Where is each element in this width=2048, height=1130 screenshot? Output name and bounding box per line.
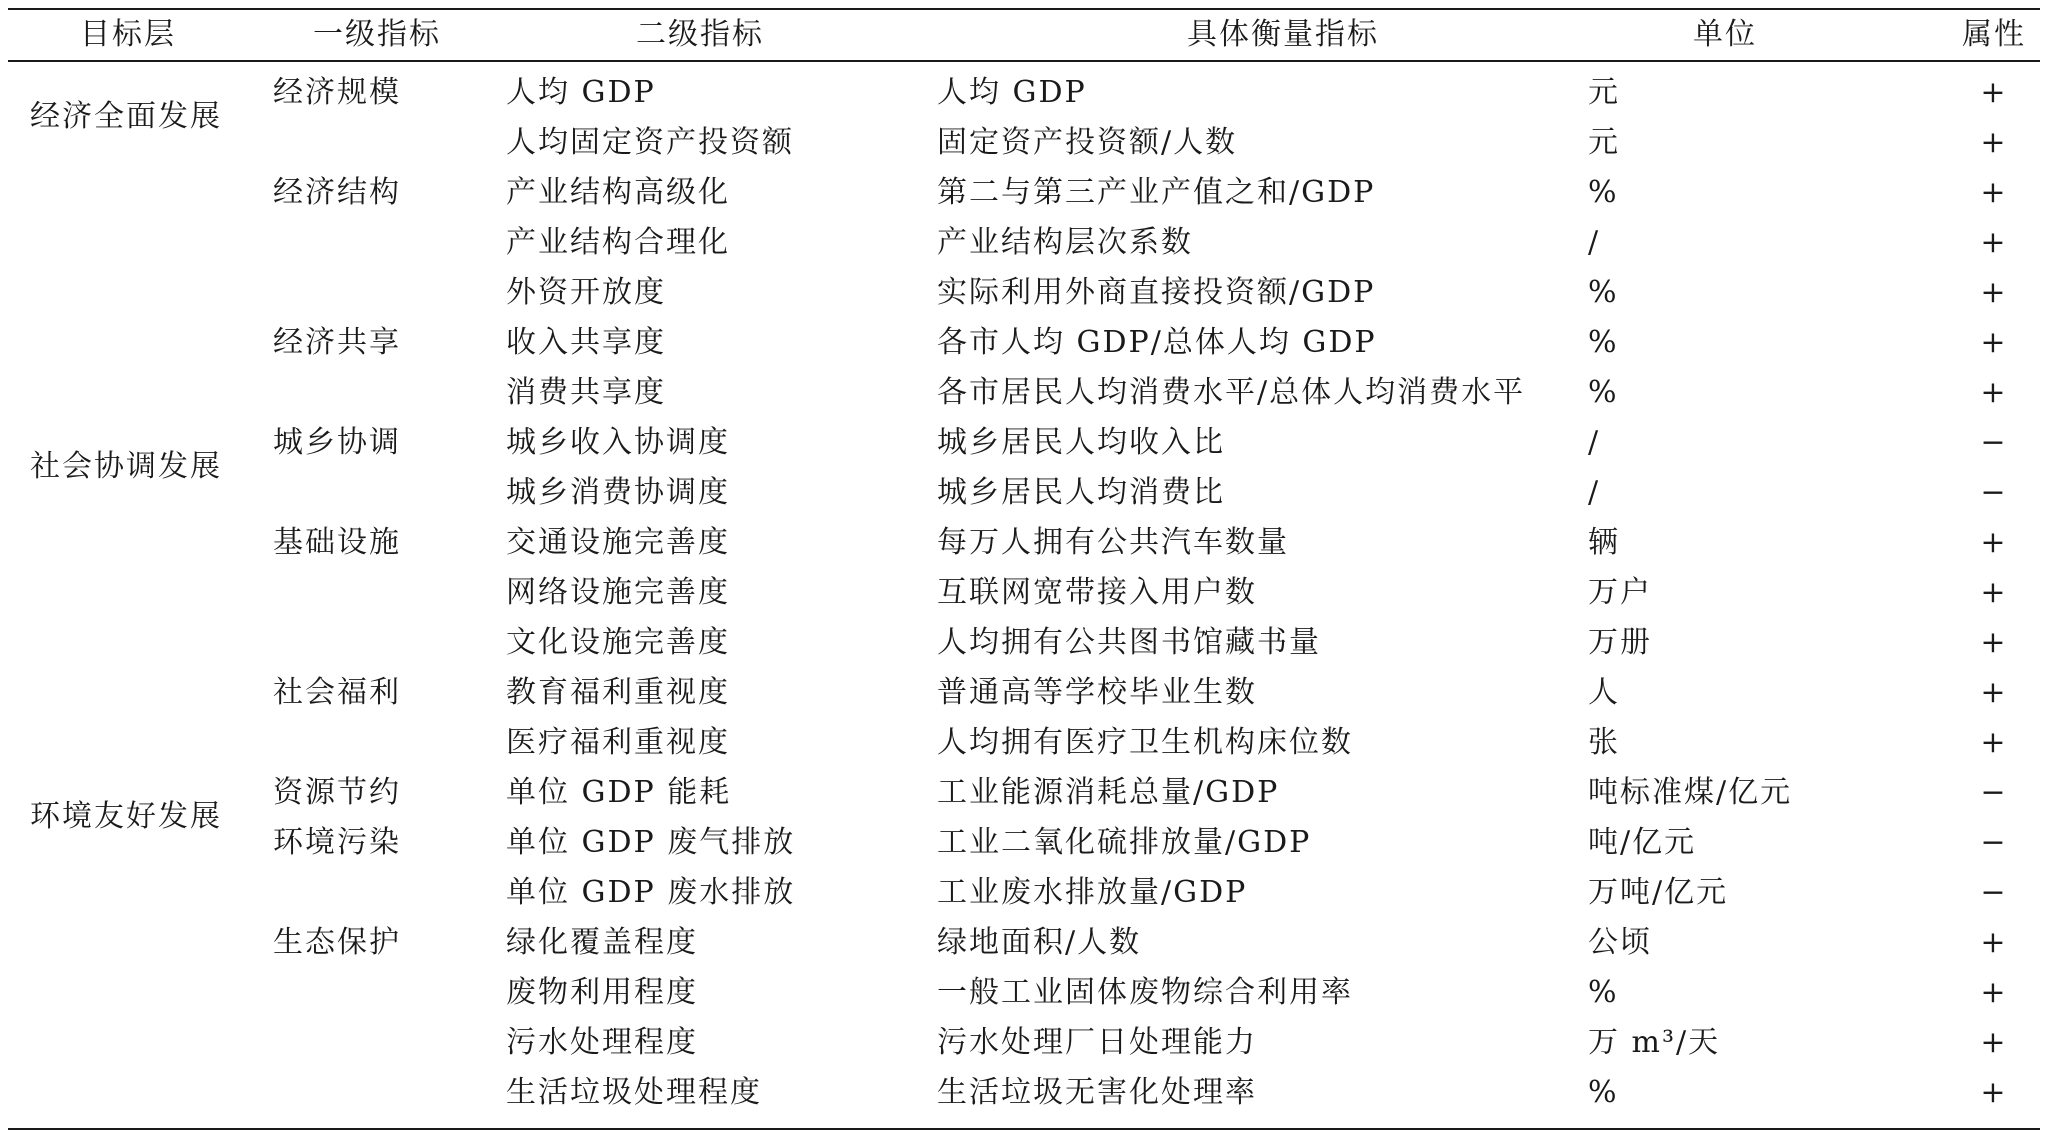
cell-attr: − xyxy=(1980,874,2008,910)
cell-measure: 工业二氧化硫排放量/GDP xyxy=(937,824,1312,860)
cell-measure: 城乡居民人均收入比 xyxy=(937,424,1225,460)
cell-level1: 生态保护 xyxy=(273,924,401,960)
cell-attr: + xyxy=(1980,174,2008,210)
cell-level2: 产业结构合理化 xyxy=(506,224,730,260)
table-row xyxy=(8,568,2040,618)
table-row xyxy=(8,268,2040,318)
header-level1: 一级指标 xyxy=(313,17,441,52)
cell-unit: 辆 xyxy=(1588,524,1620,560)
table-row xyxy=(8,1018,2040,1068)
table-header-row xyxy=(8,10,2040,60)
cell-unit: 元 xyxy=(1588,74,1620,110)
cell-unit: / xyxy=(1588,224,1601,260)
table-row xyxy=(8,318,2040,368)
cell-measure: 生活垃圾无害化处理率 xyxy=(937,1074,1257,1110)
cell-level2: 城乡消费协调度 xyxy=(506,474,730,510)
cell-unit: 吨标准煤/亿元 xyxy=(1588,774,1793,810)
cell-attr: + xyxy=(1980,274,2008,310)
cell-unit: 万册 xyxy=(1588,624,1652,660)
cell-level2: 单位 GDP 能耗 xyxy=(506,774,732,810)
cell-attr: + xyxy=(1980,1024,2008,1060)
cell-attr: + xyxy=(1980,1074,2008,1110)
table-row xyxy=(8,868,2040,918)
cell-level1: 城乡协调 xyxy=(273,424,401,460)
cell-level2: 教育福利重视度 xyxy=(506,674,730,710)
cell-attr: + xyxy=(1980,524,2008,560)
cell-level2: 人均 GDP xyxy=(506,74,656,110)
cell-attr: − xyxy=(1980,424,2008,460)
header-goal: 目标层 xyxy=(80,17,176,52)
cell-level2: 网络设施完善度 xyxy=(506,574,730,610)
indicator-table xyxy=(8,8,2040,1130)
cell-level2: 城乡收入协调度 xyxy=(506,424,730,460)
cell-goal: 环境友好发展 xyxy=(30,798,222,834)
table-row xyxy=(8,1068,2040,1118)
table-row xyxy=(8,968,2040,1018)
cell-unit: 吨/亿元 xyxy=(1588,824,1697,860)
table-row xyxy=(8,168,2040,218)
cell-attr: + xyxy=(1980,124,2008,160)
cell-level1: 基础设施 xyxy=(273,524,401,560)
header-unit: 单位 xyxy=(1693,17,1757,52)
cell-unit: 元 xyxy=(1588,124,1620,160)
cell-measure: 污水处理厂日处理能力 xyxy=(937,1024,1257,1060)
cell-attr: + xyxy=(1980,974,2008,1010)
cell-attr: + xyxy=(1980,674,2008,710)
table-body xyxy=(8,62,2040,1118)
cell-unit: % xyxy=(1588,374,1619,410)
cell-unit: 万吨/亿元 xyxy=(1588,874,1729,910)
cell-level1: 社会福利 xyxy=(273,674,401,710)
cell-unit: / xyxy=(1588,474,1601,510)
cell-measure: 每万人拥有公共汽车数量 xyxy=(937,524,1289,560)
cell-level2: 污水处理程度 xyxy=(506,1024,698,1060)
cell-measure: 人均拥有医疗卫生机构床位数 xyxy=(937,724,1353,760)
cell-unit: 张 xyxy=(1588,724,1620,760)
table-row xyxy=(8,618,2040,668)
cell-attr: + xyxy=(1980,574,2008,610)
table-bottom-rule xyxy=(8,1128,2040,1130)
table-row xyxy=(8,368,2040,418)
table-row xyxy=(8,218,2040,268)
cell-unit: % xyxy=(1588,274,1619,310)
header-level2: 二级指标 xyxy=(636,17,764,52)
cell-measure: 工业能源消耗总量/GDP xyxy=(937,774,1280,810)
cell-level1: 经济规模 xyxy=(273,74,401,110)
cell-measure: 实际利用外商直接投资额/GDP xyxy=(937,274,1376,310)
cell-level2: 外资开放度 xyxy=(506,274,666,310)
cell-measure: 绿地面积/人数 xyxy=(937,924,1142,960)
cell-level2: 人均固定资产投资额 xyxy=(506,124,794,160)
cell-level1: 环境污染 xyxy=(273,824,401,860)
cell-level1: 经济结构 xyxy=(273,174,401,210)
cell-measure: 工业废水排放量/GDP xyxy=(937,874,1248,910)
cell-measure: 人均拥有公共图书馆藏书量 xyxy=(937,624,1321,660)
cell-attr: + xyxy=(1980,224,2008,260)
cell-level2: 文化设施完善度 xyxy=(506,624,730,660)
cell-measure: 各市居民人均消费水平/总体人均消费水平 xyxy=(937,374,1526,410)
table-row xyxy=(8,468,2040,518)
cell-attr: + xyxy=(1980,74,2008,110)
cell-attr: + xyxy=(1980,924,2008,960)
cell-attr: + xyxy=(1980,324,2008,360)
cell-measure: 产业结构层次系数 xyxy=(937,224,1193,260)
cell-attr: + xyxy=(1980,624,2008,660)
cell-level2: 单位 GDP 废气排放 xyxy=(506,824,796,860)
cell-measure: 第二与第三产业产值之和/GDP xyxy=(937,174,1376,210)
table-row xyxy=(8,768,2040,834)
cell-level2: 产业结构高级化 xyxy=(506,174,730,210)
cell-goal: 经济全面发展 xyxy=(30,98,222,134)
cell-unit: 万 m³/天 xyxy=(1588,1024,1721,1060)
table-row xyxy=(8,918,2040,968)
table-row xyxy=(8,718,2040,768)
cell-unit: % xyxy=(1588,174,1619,210)
cell-measure: 互联网宽带接入用户数 xyxy=(937,574,1257,610)
header-measure: 具体衡量指标 xyxy=(1187,17,1379,52)
cell-level1: 资源节约 xyxy=(273,774,401,810)
cell-level2: 消费共享度 xyxy=(506,374,666,410)
cell-unit: 人 xyxy=(1588,674,1620,710)
cell-level1: 经济共享 xyxy=(273,324,401,360)
cell-level2: 生活垃圾处理程度 xyxy=(506,1074,762,1110)
cell-attr: − xyxy=(1980,774,2008,810)
table-row xyxy=(8,418,2040,484)
cell-goal: 社会协调发展 xyxy=(30,448,222,484)
cell-unit: / xyxy=(1588,424,1601,460)
cell-unit: % xyxy=(1588,1074,1619,1110)
header-attr: 属性 xyxy=(1962,17,2026,52)
table-row xyxy=(8,68,2040,134)
table-row xyxy=(8,668,2040,718)
cell-attr: + xyxy=(1980,374,2008,410)
cell-level2: 绿化覆盖程度 xyxy=(506,924,698,960)
cell-unit: % xyxy=(1588,974,1619,1010)
cell-measure: 一般工业固体废物综合利用率 xyxy=(937,974,1353,1010)
cell-measure: 人均 GDP xyxy=(937,74,1087,110)
cell-unit: 公顷 xyxy=(1588,924,1652,960)
table-row xyxy=(8,818,2040,868)
cell-unit: 万户 xyxy=(1588,574,1652,610)
cell-measure: 各市人均 GDP/总体人均 GDP xyxy=(937,324,1377,360)
cell-level2: 交通设施完善度 xyxy=(506,524,730,560)
cell-attr: + xyxy=(1980,724,2008,760)
cell-attr: − xyxy=(1980,474,2008,510)
cell-level2: 单位 GDP 废水排放 xyxy=(506,874,796,910)
cell-measure: 固定资产投资额/人数 xyxy=(937,124,1238,160)
table-row xyxy=(8,518,2040,568)
cell-measure: 普通高等学校毕业生数 xyxy=(937,674,1257,710)
cell-level2: 收入共享度 xyxy=(506,324,666,360)
cell-level2: 医疗福利重视度 xyxy=(506,724,730,760)
cell-measure: 城乡居民人均消费比 xyxy=(937,474,1225,510)
cell-unit: % xyxy=(1588,324,1619,360)
cell-level2: 废物利用程度 xyxy=(506,974,698,1010)
cell-attr: − xyxy=(1980,824,2008,860)
table-row xyxy=(8,118,2040,168)
